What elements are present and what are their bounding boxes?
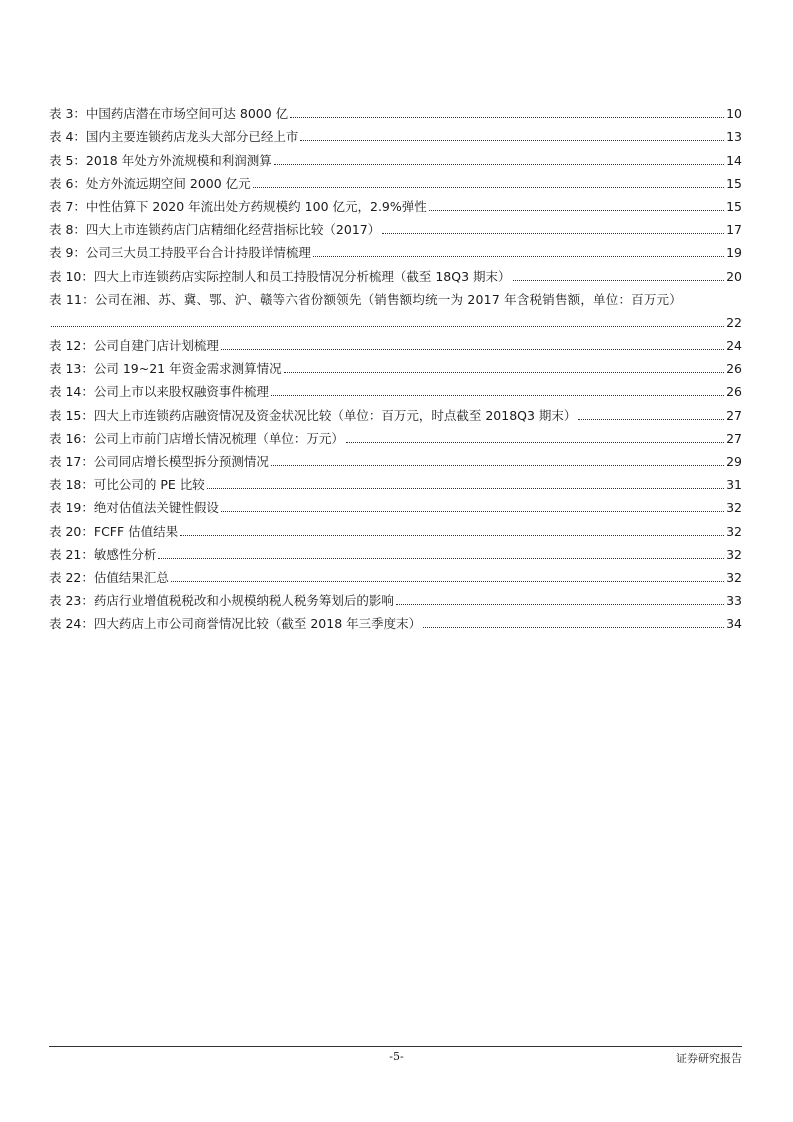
toc-entry-page: 31 (726, 477, 742, 493)
toc-entry-table-5[interactable] (49, 144, 742, 167)
toc-entry-table-13[interactable] (49, 353, 742, 376)
toc-entry-label: 表 4：国内主要连锁药店龙头大部分已经上市 (49, 129, 299, 145)
toc-entry-page: 32 (726, 523, 742, 539)
toc-entry-page: 24 (726, 338, 742, 354)
toc-entry-table-11-continuation[interactable] (49, 307, 742, 330)
dot-leader (300, 140, 724, 141)
dot-leader (429, 210, 724, 211)
dot-leader (158, 558, 724, 559)
toc-entry-page: 26 (726, 384, 742, 400)
toc-entry-label: 表 9：公司三大员工持股平台合计持股详情梳理 (49, 245, 311, 261)
toc-entry-table-23[interactable] (49, 585, 742, 608)
toc-entry-table-18[interactable] (49, 469, 742, 492)
toc-entry-label: 表 3：中国药店潜在市场空间可达 8000 亿 (49, 106, 289, 122)
toc-entry-page: 27 (726, 407, 742, 423)
toc-entry-table-8[interactable] (49, 214, 742, 237)
dot-leader (180, 535, 724, 536)
dot-leader (284, 372, 724, 373)
toc-entry-label: 表 14：公司上市以来股权融资事件梳理 (49, 384, 269, 400)
toc-entry-label: 表 5：2018 年处方外流规模和利润测算 (49, 152, 272, 168)
dot-leader (51, 326, 724, 327)
dot-leader (274, 164, 724, 165)
dot-leader (171, 581, 724, 582)
dot-leader (207, 488, 724, 489)
toc-entry-label: 表 15：四大上市连锁药店融资情况及资金状况比较（单位：百万元，时点截至 2018Q3 期末） (49, 407, 577, 423)
toc-entry-page: 19 (726, 245, 742, 261)
dot-leader (578, 419, 724, 420)
toc-entry-label: 表 8：四大上市连锁药店门店精细化经营指标比较（2017） (49, 222, 381, 238)
toc-entry-page: 32 (726, 500, 742, 516)
toc-entry-page: 15 (726, 198, 742, 214)
toc-entry-table-19[interactable] (49, 492, 742, 515)
dot-leader (271, 395, 724, 396)
toc-entry-page: 22 (726, 314, 742, 330)
toc-entry-label: 表 23：药店行业增值税税改和小规模纳税人税务筹划后的影响 (49, 593, 394, 609)
toc-entry-table-6[interactable] (49, 168, 742, 191)
toc-entry-page: 34 (726, 616, 742, 632)
toc-entry-page: 26 (726, 361, 742, 377)
toc-entry-table-4[interactable] (49, 121, 742, 144)
dot-leader (221, 349, 724, 350)
toc-entry-table-24[interactable] (49, 608, 742, 631)
toc-entry-label: 表 16：公司上市前门店增长情况梳理（单位：万元） (49, 430, 344, 446)
toc-entry-page: 15 (726, 175, 742, 191)
toc-entry-table-12[interactable] (49, 330, 742, 353)
toc-entry-table-14[interactable] (49, 376, 742, 399)
toc-entry-page: 10 (726, 106, 742, 122)
toc-entry-page: 13 (726, 129, 742, 145)
toc-entry-table-9[interactable] (49, 237, 742, 260)
dot-leader (313, 256, 724, 257)
dot-leader (271, 465, 724, 466)
footer-report-type: 证券研究报告 (676, 1052, 742, 1065)
dot-leader (513, 280, 725, 281)
toc-entry-table-11[interactable] (49, 284, 742, 307)
toc-entry-label: 表 7：中性估算下 2020 年流出处方药规模约 100 亿元，2.9%弹性 (49, 198, 427, 214)
dot-leader (290, 117, 724, 118)
toc-entry-label: 表 6：处方外流远期空间 2000 亿元 (49, 175, 251, 191)
toc-entry-table-17[interactable] (49, 446, 742, 469)
dot-leader (423, 627, 724, 628)
toc-entry-page: 29 (726, 454, 742, 469)
toc-entry-table-3[interactable] (49, 98, 742, 121)
toc-entry-table-7[interactable] (49, 191, 742, 214)
footer-page-number: -5- (389, 1050, 404, 1063)
dot-leader (253, 187, 724, 188)
toc-entry-page: 20 (726, 268, 742, 284)
toc-entry-page: 32 (726, 546, 742, 562)
dot-leader (382, 233, 724, 234)
dot-leader (396, 604, 724, 605)
toc-entry-label: 表 18：可比公司的 PE 比较 (49, 477, 205, 493)
toc-entry-page: 14 (726, 152, 742, 168)
toc-entry-label: 表 17：公司同店增长模型拆分预测情况 (49, 454, 269, 469)
toc-entry-page: 27 (726, 430, 742, 446)
toc-entry-label: 表 13：公司 19~21 年资金需求测算情况 (49, 361, 282, 377)
footer-divider (49, 1046, 742, 1047)
toc-entry-table-20[interactable] (49, 515, 742, 538)
table-of-tables (49, 98, 742, 631)
toc-entry-table-22[interactable] (49, 562, 742, 585)
toc-entry-table-21[interactable] (49, 539, 742, 562)
toc-entry-label: 表 19：绝对估值法关键性假设 (49, 500, 219, 516)
dot-leader (346, 442, 724, 443)
toc-entry-page: 33 (726, 593, 742, 609)
toc-entry-label: 表 22：估值结果汇总 (49, 569, 169, 585)
toc-entry-label: 表 20：FCFF 估值结果 (49, 523, 179, 539)
toc-entry-page: 32 (726, 569, 742, 585)
toc-entry-label: 表 10：四大上市连锁药店实际控制人和员工持股情况分析梳理（截至 18Q3 期末） (49, 268, 511, 284)
toc-entry-label: 表 11：公司在湘、苏、冀、鄂、沪、赣等六省份额领先（销售额均统一为 2017 年含税销售额，单位：百万元） (49, 291, 682, 307)
dot-leader (221, 511, 724, 512)
toc-entry-label: 表 24：四大药店上市公司商誉情况比较（截至 2018 年三季度末） (49, 616, 422, 632)
toc-entry-label: 表 12：公司自建门店计划梳理 (49, 338, 219, 354)
toc-entry-label: 表 21：敏感性分析 (49, 546, 157, 562)
toc-entry-page: 17 (726, 222, 742, 238)
toc-entry-table-15[interactable] (49, 399, 742, 422)
toc-entry-table-10[interactable] (49, 260, 742, 283)
toc-entry-table-16[interactable] (49, 423, 742, 446)
